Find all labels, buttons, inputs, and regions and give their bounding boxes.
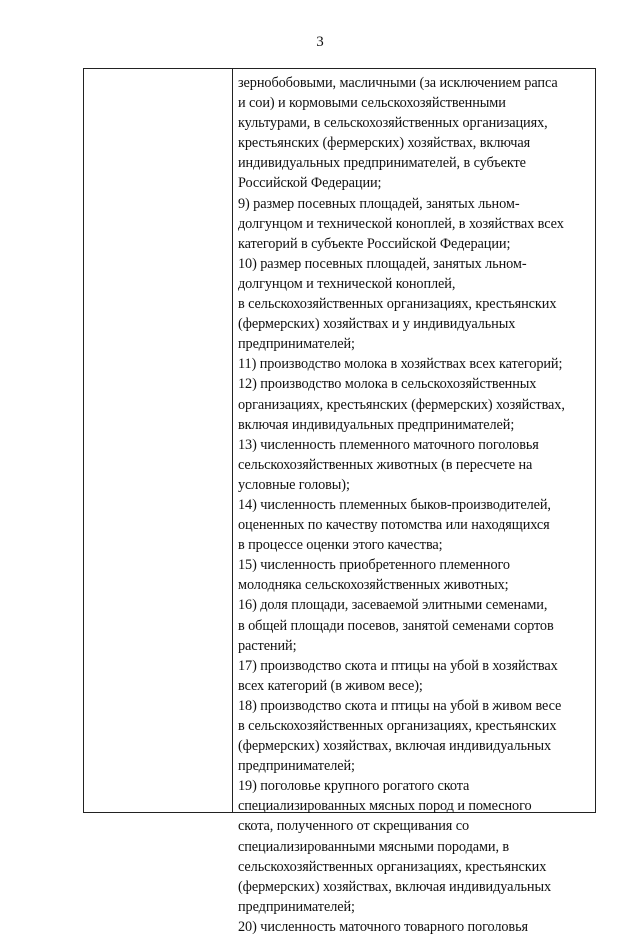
text-line: и сои) и кормовыми сельскохозяйственными bbox=[238, 95, 506, 112]
text-line: 18) производство скота и птицы на убой в живом весе bbox=[238, 697, 562, 714]
text-line: в процессе оценки этого качества; bbox=[238, 537, 443, 554]
text-line: 17) производство скота и птицы на убой в хозяйствах bbox=[238, 657, 558, 674]
text-line: молодняка сельскохозяйственных животных; bbox=[238, 577, 509, 594]
text-line: включая индивидуальных предпринимателей; bbox=[238, 416, 515, 433]
text-line: 11) производство молока в хозяйствах всех категорий; bbox=[238, 356, 563, 373]
text-line: 10) размер посевных площадей, занятых льном- bbox=[238, 255, 527, 272]
text-line: 13) численность племенного маточного поголовья bbox=[238, 436, 539, 453]
text-line: предпринимателей; bbox=[238, 336, 355, 353]
text-line: сельскохозяйственных животных (в пересчете на bbox=[238, 456, 533, 473]
text-line: 14) численность племенных быков-производителей, bbox=[238, 496, 551, 513]
text-line: 20) численность маточного товарного поголовья bbox=[238, 918, 528, 935]
text-line: долгунцом и технической коноплей, в хозяйствах всех bbox=[238, 215, 564, 232]
text-line: 15) численность приобретенного племенного bbox=[238, 557, 510, 574]
text-line: долгунцом и технической коноплей, bbox=[238, 275, 456, 292]
text-line: в сельскохозяйственных организациях, крестьянских bbox=[238, 718, 557, 734]
text-line: специализированными мясными породами, в bbox=[238, 838, 510, 855]
text-line: условные головы); bbox=[238, 476, 350, 493]
text-line: оцененных по качеству потомства или находящихся bbox=[238, 517, 550, 534]
text-line: Российской Федерации; bbox=[238, 175, 382, 192]
text-line: (фермерских) хозяйствах, включая индивидуальных bbox=[238, 878, 552, 895]
text-line: крестьянских (фермерских) хозяйствах, включая bbox=[238, 135, 531, 152]
text-line: сельскохозяйственных организациях, крестьянских bbox=[238, 858, 547, 875]
text-line: в общей площади посевов, занятой семенами сортов bbox=[238, 617, 554, 634]
table-left-cell bbox=[84, 69, 233, 812]
text-line: (фермерских) хозяйствах и у индивидуальных bbox=[238, 316, 516, 333]
text-line: 16) доля площади, засеваемой элитными семенами, bbox=[238, 597, 548, 614]
text-line: 12) производство молока в сельскохозяйственных bbox=[238, 376, 537, 393]
text-line: скота, полученного от скрещивания со bbox=[238, 818, 470, 835]
text-line: культурами, в сельскохозяйственных организациях, bbox=[238, 115, 548, 132]
text-line: всех категорий (в живом весе); bbox=[238, 677, 423, 694]
table-right-cell bbox=[233, 69, 595, 935]
text-line: специализированных мясных пород и помесного bbox=[238, 798, 532, 815]
text-line: растений; bbox=[238, 637, 297, 654]
text-line: организациях, крестьянских (фермерских) хозяйствах, bbox=[238, 396, 565, 413]
text-line: предпринимателей; bbox=[238, 898, 355, 915]
document-table bbox=[83, 68, 596, 935]
text-line: 19) поголовье крупного рогатого скота bbox=[238, 778, 470, 795]
text-line: предпринимателей; bbox=[238, 758, 355, 775]
text-line: индивидуальных предпринимателей, в субъекте bbox=[238, 155, 526, 172]
text-line: зернобобовыми, масличными (за исключением рапса bbox=[238, 75, 558, 91]
page-number: 3 bbox=[316, 34, 324, 50]
text-line: категорий в субъекте Российской Федерации; bbox=[238, 235, 511, 252]
text-line: в сельскохозяйственных организациях, крестьянских bbox=[238, 296, 557, 313]
text-line: 9) размер посевных площадей, занятых льном- bbox=[238, 195, 520, 212]
text-line: (фермерских) хозяйствах, включая индивидуальных bbox=[238, 738, 552, 755]
